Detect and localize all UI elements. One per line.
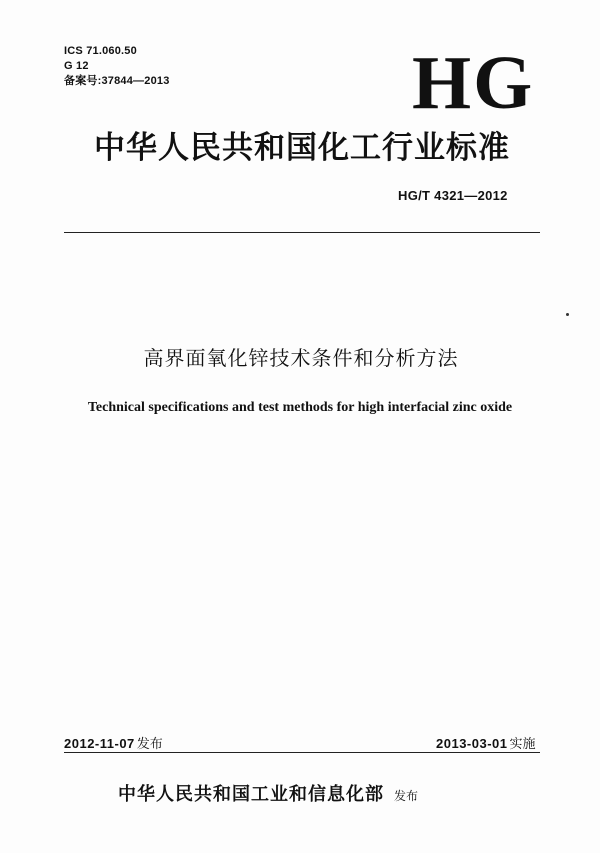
class-code: G 12 [64, 60, 89, 72]
publisher-name: 中华人民共和国工业和信息化部 [118, 784, 384, 805]
classification-block [64, 44, 170, 89]
header-divider [64, 232, 540, 233]
hg-logo: HG [412, 41, 535, 125]
footer-divider [64, 752, 540, 753]
publisher-line [118, 780, 418, 806]
implementation-date-line [436, 733, 536, 752]
document-title-chinese: 高界面氧化锌技术条件和分析方法 [143, 346, 459, 370]
issue-date-line [64, 733, 163, 752]
scan-speck [566, 313, 569, 316]
publisher-label: 发布 [394, 789, 419, 803]
standard-code: HG/T 4321—2012 [398, 188, 508, 203]
implementation-date: 2013-03-01 [436, 736, 508, 751]
filing-number: 备案号:37844—2013 [64, 75, 170, 87]
document-title-english: Technical specifications and test methods for high interfacial zinc oxide [87, 400, 513, 415]
issue-date: 2012-11-07 [64, 736, 135, 751]
standard-category-title: 中华人民共和国化工行业标准 [94, 130, 510, 166]
issue-label: 发布 [136, 737, 163, 752]
ics-code: ICS 71.060.50 [64, 45, 137, 57]
implementation-label: 实施 [509, 737, 536, 752]
